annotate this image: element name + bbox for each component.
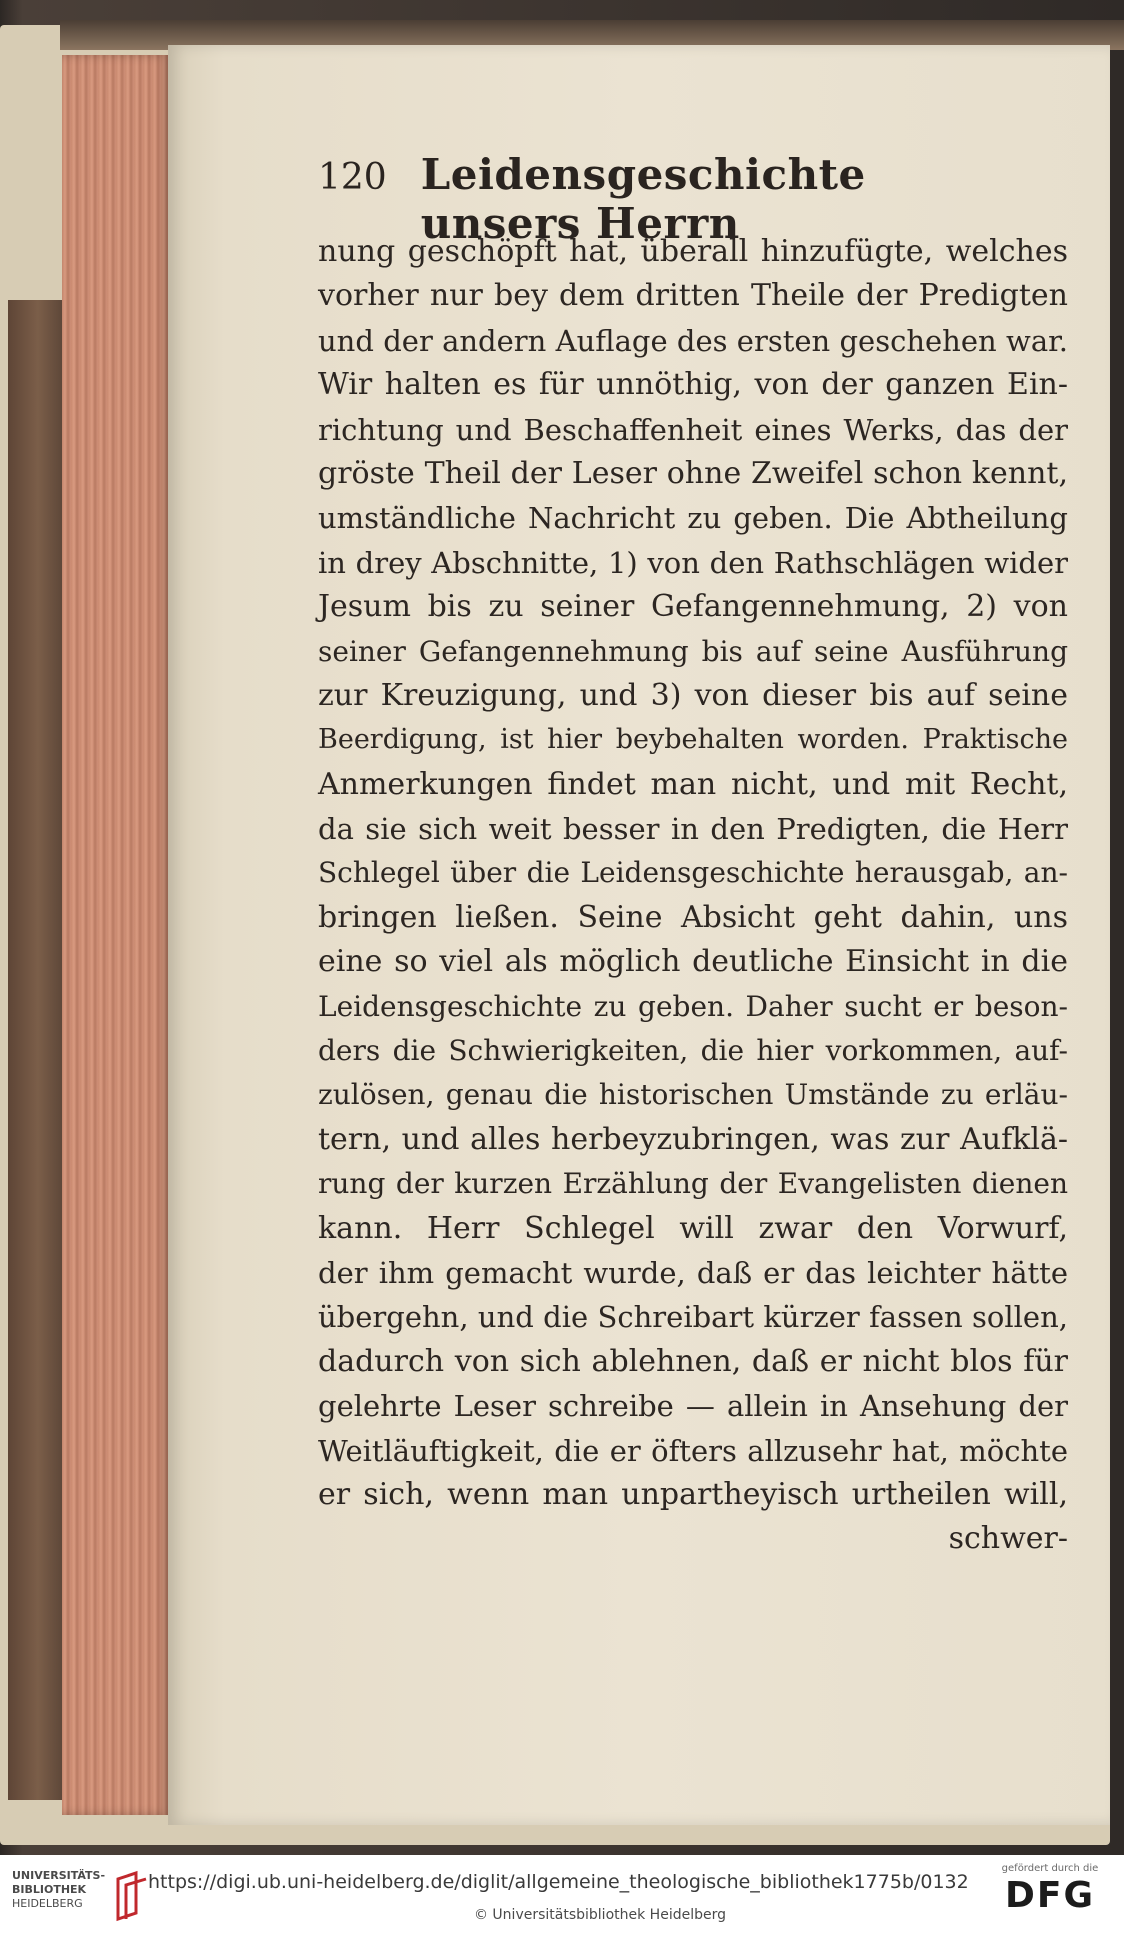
library-name xyxy=(12,1869,112,1911)
library-name-line: HEIDELBERG xyxy=(12,1897,83,1910)
page-stack-edge xyxy=(8,300,68,1800)
text-line: Beerdigung, ist hier beybehalten worden. Praktische xyxy=(318,724,1068,756)
text-line: in drey Abschnitte, 1) von den Rathschlägen wider xyxy=(318,545,1068,580)
dfg-funding-note: gefördert durch die xyxy=(1001,1863,1099,1874)
text-line: er sich, wenn man unpartheyisch urtheilen will, xyxy=(318,1476,1068,1512)
text-line: zulösen, genau die historischen Umstände zu erläu- xyxy=(318,1078,1068,1112)
running-head-title: Leidensgeschichte unsers Herrn xyxy=(420,150,866,248)
library-name-line: BIBLIOTHEK xyxy=(12,1883,87,1896)
library-logo-icon xyxy=(114,1869,150,1923)
copyright-notice: © Universitätsbibliothek Heidelberg xyxy=(473,1907,726,1923)
text-line: da sie sich weit besser in den Predigten, die Herr xyxy=(318,812,1068,847)
text-line: Wir halten es für unnöthig, von der ganzen Ein- xyxy=(318,367,1068,403)
text-line: vorher nur bey dem dritten Theile der Predigten xyxy=(318,278,1068,314)
text-line: nung geschöpft hat, überall hinzufügte, welches xyxy=(318,234,1068,269)
text-line: und der andern Auflage des ersten geschehen war. xyxy=(318,323,1068,358)
page-body-text xyxy=(318,230,1068,1562)
text-line: dadurch von sich ablehnen, daß er nicht blos für xyxy=(318,1343,1068,1379)
text-line: Leidensgeschichte zu geben. Daher sucht er beson- xyxy=(318,989,1068,1023)
text-line: seiner Gefangennehmung bis auf seine Ausführung xyxy=(318,634,1068,668)
text-line: Jesum bis zu seiner Gefangennehmung, 2) von xyxy=(318,589,1068,625)
text-line: ders die Schwierigkeiten, die hier vorkommen, auf- xyxy=(318,1034,1068,1068)
running-head xyxy=(318,150,978,248)
dfg-logo: DFG xyxy=(1004,1875,1096,1916)
text-line: gelehrte Leser schreibe — allein in Ansehung der xyxy=(318,1389,1068,1424)
text-line: richtung und Beschaffenheit eines Werks, das der xyxy=(318,412,1068,447)
text-line: Weitläuftigkeit, die er öfters allzusehr hat, möchte xyxy=(318,1433,1068,1468)
red-page-edges xyxy=(62,55,170,1815)
text-line: übergehn, und die Schreibart kürzer fassen sollen, xyxy=(318,1300,1068,1335)
text-line: rung der kurzen Erzählung der Evangelisten dienen xyxy=(318,1167,1068,1201)
page-number: 120 xyxy=(318,157,387,198)
footer-bar xyxy=(0,1855,1124,1936)
text-line: bringen ließen. Seine Absicht geht dahin, uns xyxy=(318,899,1068,935)
text-line: zur Kreuzigung, und 3) von dieser bis auf seine xyxy=(318,677,1068,713)
text-line: kann. Herr Schlegel will zwar den Vorwurf, xyxy=(318,1210,1068,1246)
text-line: Anmerkungen findet man nicht, und mit Recht, xyxy=(318,766,1068,802)
text-line: der ihm gemacht wurde, daß er das leichter hätte xyxy=(318,1255,1068,1290)
text-line: tern, und alles herbeyzubringen, was zur Aufklä- xyxy=(318,1121,1068,1157)
text-line: Schlegel über die Leidensgeschichte herausgab, an- xyxy=(318,856,1068,890)
catchword: schwer- xyxy=(948,1521,1068,1557)
text-line: eine so viel als möglich deutliche Einsicht in die xyxy=(318,944,1068,980)
text-line: gröste Theil der Leser ohne Zweifel schon kennt, xyxy=(318,455,1068,491)
permalink-url[interactable]: https://digi.ub.uni-heidelberg.de/diglit/allgemeine_theologische_bibliothek1775b/0132 xyxy=(148,1871,969,1893)
dfg-logo-block xyxy=(990,1863,1110,1929)
library-name-line: UNIVERSITÄTS- xyxy=(12,1869,106,1882)
text-line: umständliche Nachricht zu geben. Die Abtheilung xyxy=(318,501,1068,536)
